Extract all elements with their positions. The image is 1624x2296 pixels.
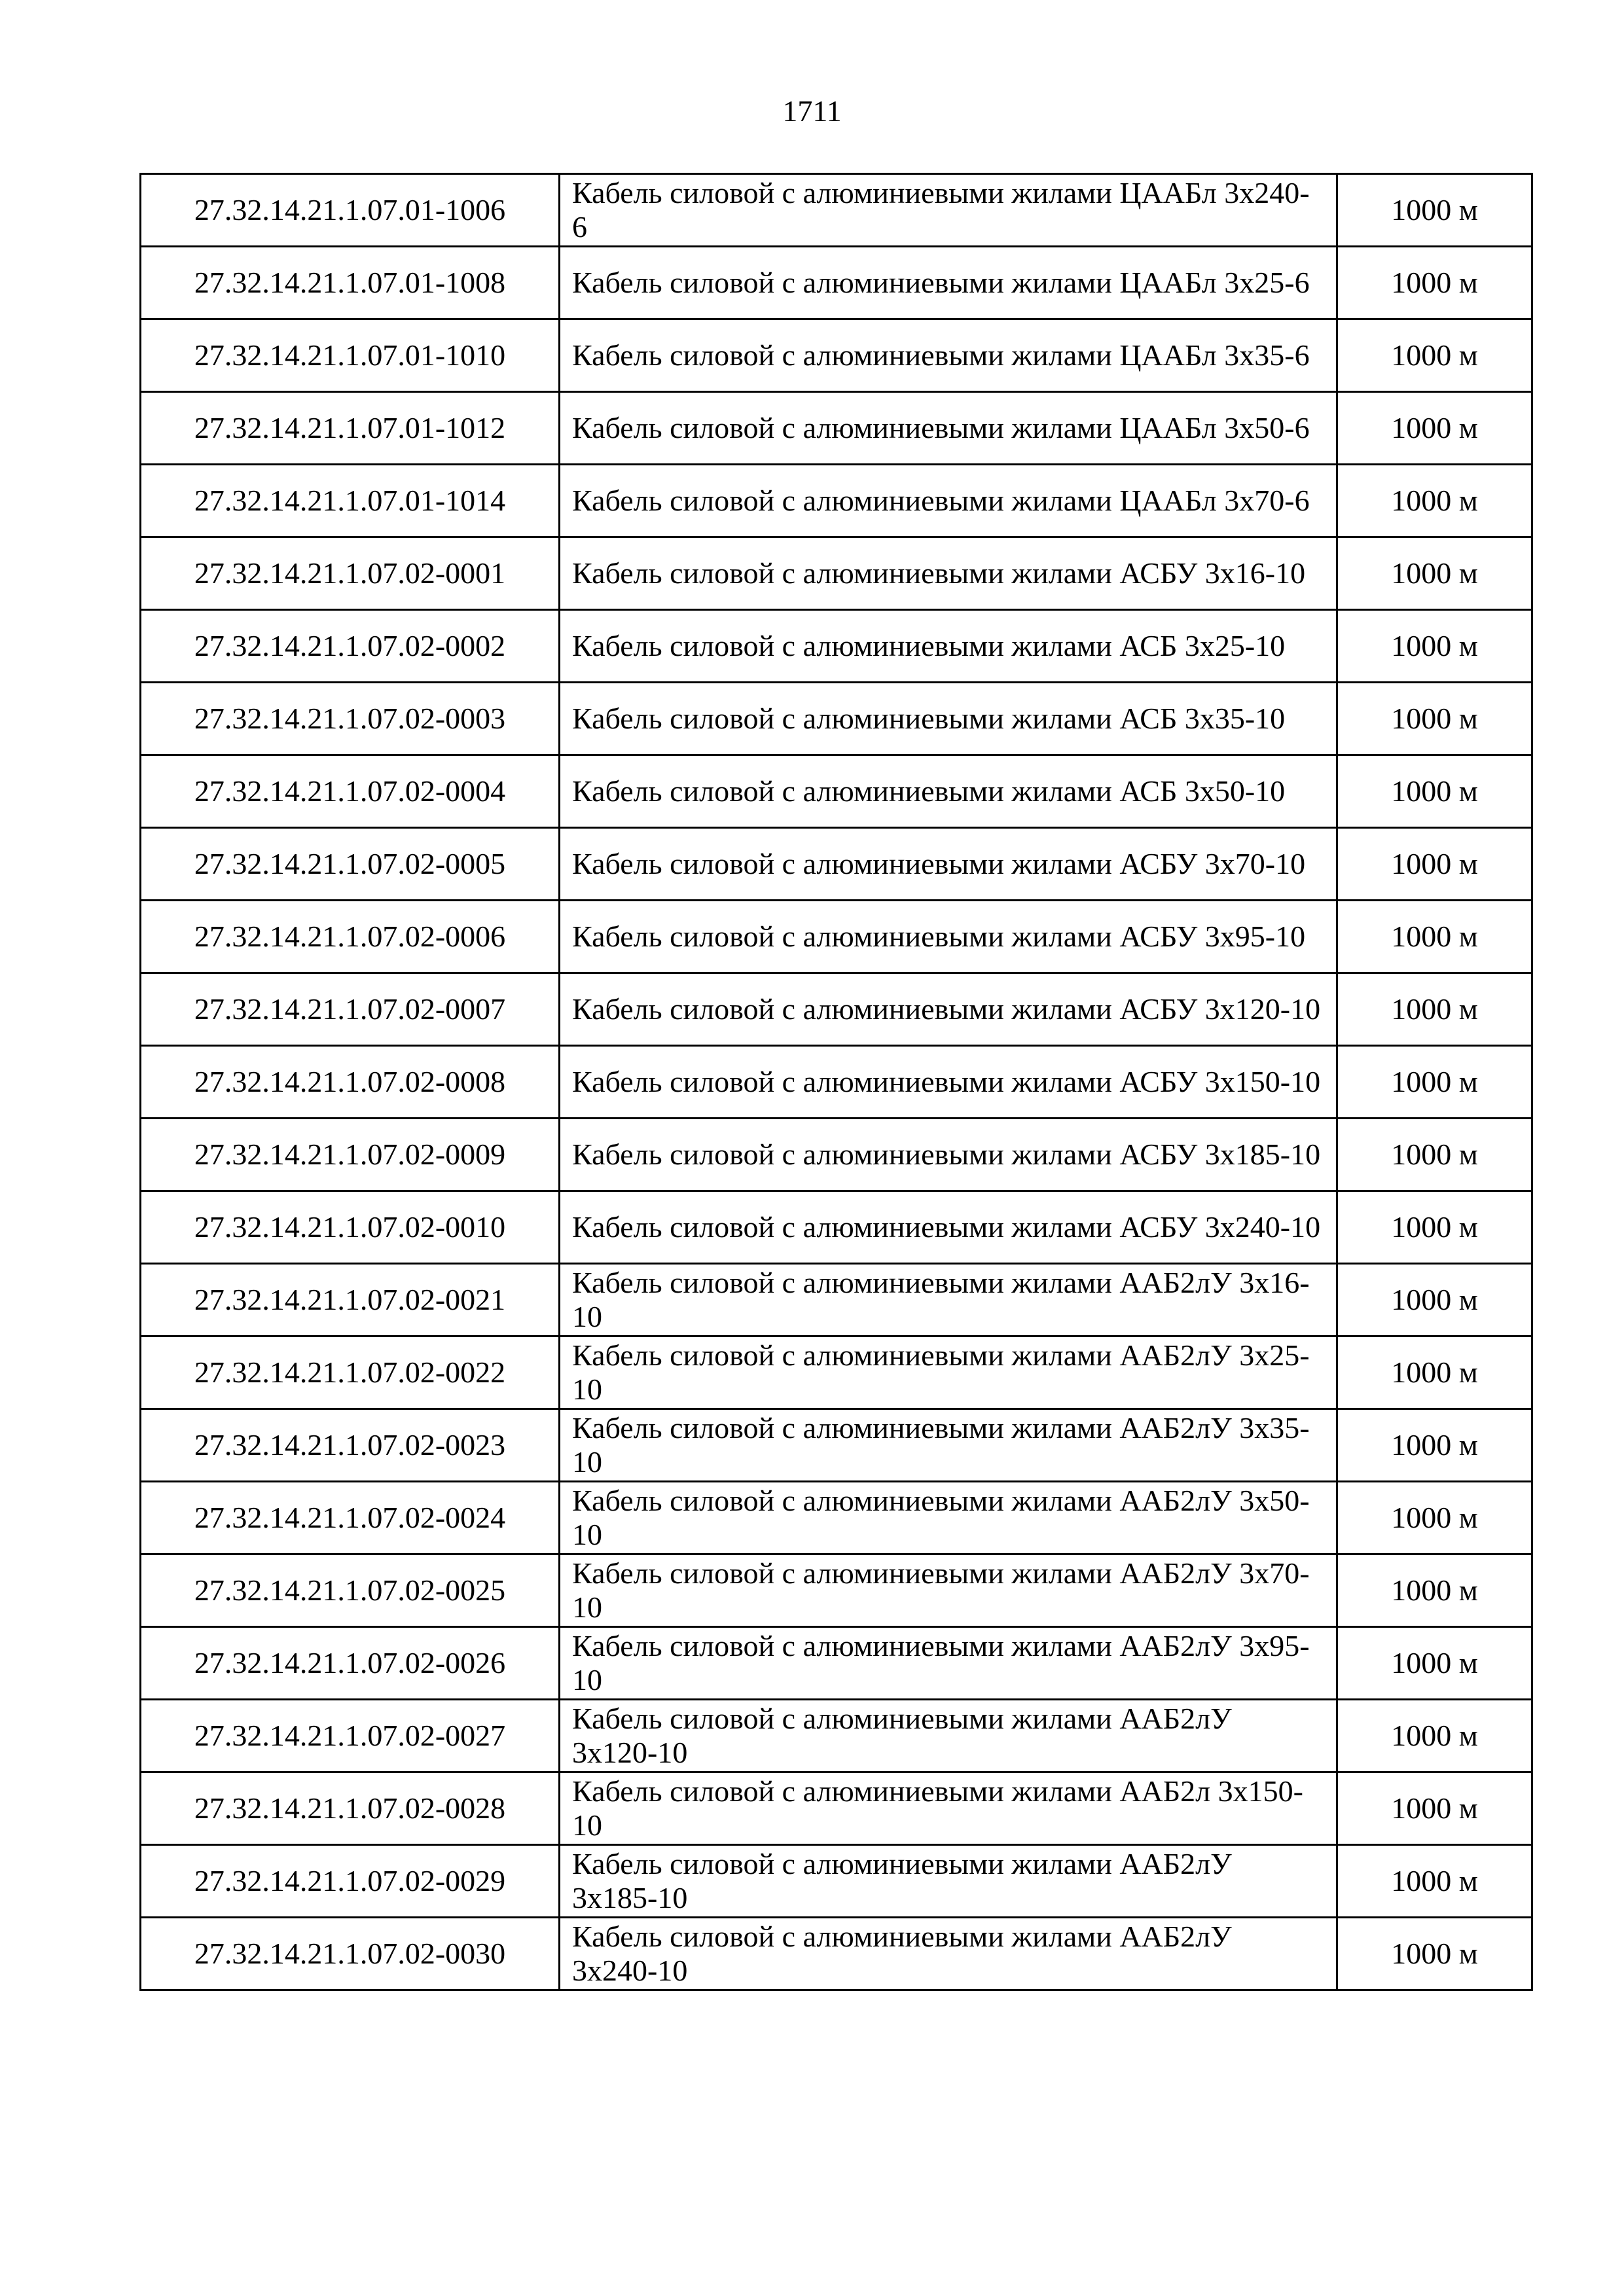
unit-cell: 1000 м [1337,1119,1532,1191]
unit-cell: 1000 м [1337,1554,1532,1627]
resource-code-cell: 27.32.14.21.1.07.01-1012 [141,392,560,465]
unit-cell: 1000 м [1337,537,1532,610]
resource-code-cell: 27.32.14.21.1.07.02-0007 [141,973,560,1046]
unit-cell: 1000 м [1337,174,1532,247]
resource-code-cell: 27.32.14.21.1.07.01-1014 [141,465,560,537]
resource-name-cell: Кабель силовой с алюминиевыми жилами ААБ2лУ 3х50-10 [560,1482,1337,1554]
page-number: 1711 [782,94,842,128]
resource-name-cell: Кабель силовой с алюминиевыми жилами АСБУ 3х16-10 [560,537,1337,610]
resource-code-cell: 27.32.14.21.1.07.02-0001 [141,537,560,610]
resource-table [139,173,1533,1991]
resource-code-cell: 27.32.14.21.1.07.02-0004 [141,755,560,828]
resource-name-cell: Кабель силовой с алюминиевыми жилами АСБ 3х25-10 [560,610,1337,683]
table-body [141,174,1532,1990]
table-row [141,174,1532,247]
table-row [141,319,1532,392]
resource-name-cell: Кабель силовой с алюминиевыми жилами АСБУ 3х120-10 [560,973,1337,1046]
resource-code-cell: 27.32.14.21.1.07.01-1010 [141,319,560,392]
resource-code-cell: 27.32.14.21.1.07.02-0029 [141,1845,560,1918]
unit-cell: 1000 м [1337,828,1532,901]
table-row [141,1191,1532,1264]
unit-cell: 1000 м [1337,1409,1532,1482]
table-row [141,1554,1532,1627]
table-row [141,537,1532,610]
resource-code-cell: 27.32.14.21.1.07.02-0028 [141,1772,560,1845]
resource-code-cell: 27.32.14.21.1.07.02-0003 [141,683,560,755]
resource-name-cell: Кабель силовой с алюминиевыми жилами ААБ2лУ 3х16-10 [560,1264,1337,1336]
resource-code-cell: 27.32.14.21.1.07.02-0024 [141,1482,560,1554]
resource-code-cell: 27.32.14.21.1.07.01-1008 [141,247,560,319]
table-row [141,465,1532,537]
unit-cell: 1000 м [1337,610,1532,683]
table-row [141,1772,1532,1845]
resource-name-cell: Кабель силовой с алюминиевыми жилами ААБ2лУ 3х95-10 [560,1627,1337,1700]
resource-code-cell: 27.32.14.21.1.07.02-0025 [141,1554,560,1627]
resource-code-cell: 27.32.14.21.1.07.02-0009 [141,1119,560,1191]
resource-name-cell: Кабель силовой с алюминиевыми жилами ЦААБл 3х25-6 [560,247,1337,319]
resource-name-cell: Кабель силовой с алюминиевыми жилами ААБ2л 3х150-10 [560,1772,1337,1845]
table-row [141,755,1532,828]
unit-cell: 1000 м [1337,973,1532,1046]
resource-name-cell: Кабель силовой с алюминиевыми жилами ААБ2лУ 3х120-10 [560,1700,1337,1772]
resource-name-cell: Кабель силовой с алюминиевыми жилами ААБ2лУ 3х240-10 [560,1918,1337,1990]
resource-code-cell: 27.32.14.21.1.07.02-0005 [141,828,560,901]
unit-cell: 1000 м [1337,755,1532,828]
unit-cell: 1000 м [1337,683,1532,755]
resource-code-cell: 27.32.14.21.1.07.02-0026 [141,1627,560,1700]
unit-cell: 1000 м [1337,392,1532,465]
resource-name-cell: Кабель силовой с алюминиевыми жилами АСБУ 3х70-10 [560,828,1337,901]
resource-name-cell: Кабель силовой с алюминиевыми жилами ААБ2лУ 3х185-10 [560,1845,1337,1918]
unit-cell: 1000 м [1337,1627,1532,1700]
unit-cell: 1000 м [1337,1046,1532,1119]
resource-name-cell: Кабель силовой с алюминиевыми жилами ЦААБл 3х35-6 [560,319,1337,392]
resource-code-cell: 27.32.14.21.1.07.02-0010 [141,1191,560,1264]
table-row [141,901,1532,973]
unit-cell: 1000 м [1337,247,1532,319]
table-row [141,828,1532,901]
unit-cell: 1000 м [1337,901,1532,973]
resource-code-cell: 27.32.14.21.1.07.02-0002 [141,610,560,683]
unit-cell: 1000 м [1337,465,1532,537]
resource-name-cell: Кабель силовой с алюминиевыми жилами АСБ 3х35-10 [560,683,1337,755]
resource-code-cell: 27.32.14.21.1.07.02-0027 [141,1700,560,1772]
unit-cell: 1000 м [1337,1336,1532,1409]
table-row [141,1482,1532,1554]
unit-cell: 1000 м [1337,1191,1532,1264]
table-row [141,1336,1532,1409]
unit-cell: 1000 м [1337,1264,1532,1336]
resource-name-cell: Кабель силовой с алюминиевыми жилами ЦААБл 3х50-6 [560,392,1337,465]
resource-name-cell: Кабель силовой с алюминиевыми жилами ЦААБл 3х70-6 [560,465,1337,537]
resource-name-cell: Кабель силовой с алюминиевыми жилами АСБУ 3х150-10 [560,1046,1337,1119]
resource-code-cell: 27.32.14.21.1.07.02-0008 [141,1046,560,1119]
resource-name-cell: Кабель силовой с алюминиевыми жилами АСБУ 3х185-10 [560,1119,1337,1191]
resource-name-cell: Кабель силовой с алюминиевыми жилами АСБУ 3х240-10 [560,1191,1337,1264]
unit-cell: 1000 м [1337,1918,1532,1990]
table-row [141,1264,1532,1336]
resource-code-cell: 27.32.14.21.1.07.02-0023 [141,1409,560,1482]
table-row [141,683,1532,755]
table-row [141,1119,1532,1191]
resource-code-cell: 27.32.14.21.1.07.01-1006 [141,174,560,247]
table-row [141,1918,1532,1990]
table-row [141,247,1532,319]
resource-name-cell: Кабель силовой с алюминиевыми жилами АСБ 3х50-10 [560,755,1337,828]
resource-name-cell: Кабель силовой с алюминиевыми жилами ЦААБл 3х240-6 [560,174,1337,247]
resource-code-cell: 27.32.14.21.1.07.02-0030 [141,1918,560,1990]
resource-code-cell: 27.32.14.21.1.07.02-0022 [141,1336,560,1409]
unit-cell: 1000 м [1337,1772,1532,1845]
table-row [141,1046,1532,1119]
resource-code-cell: 27.32.14.21.1.07.02-0006 [141,901,560,973]
unit-cell: 1000 м [1337,1845,1532,1918]
unit-cell: 1000 м [1337,1482,1532,1554]
table-row [141,1700,1532,1772]
unit-cell: 1000 м [1337,319,1532,392]
resource-name-cell: Кабель силовой с алюминиевыми жилами ААБ2лУ 3х70-10 [560,1554,1337,1627]
table-row [141,1845,1532,1918]
table-row [141,1627,1532,1700]
table-row [141,1409,1532,1482]
resource-name-cell: Кабель силовой с алюминиевыми жилами ААБ2лУ 3х35-10 [560,1409,1337,1482]
resource-name-cell: Кабель силовой с алюминиевыми жилами АСБУ 3х95-10 [560,901,1337,973]
table-row [141,392,1532,465]
resource-name-cell: Кабель силовой с алюминиевыми жилами ААБ2лУ 3х25-10 [560,1336,1337,1409]
resource-code-cell: 27.32.14.21.1.07.02-0021 [141,1264,560,1336]
unit-cell: 1000 м [1337,1700,1532,1772]
table-row [141,973,1532,1046]
table-row [141,610,1532,683]
